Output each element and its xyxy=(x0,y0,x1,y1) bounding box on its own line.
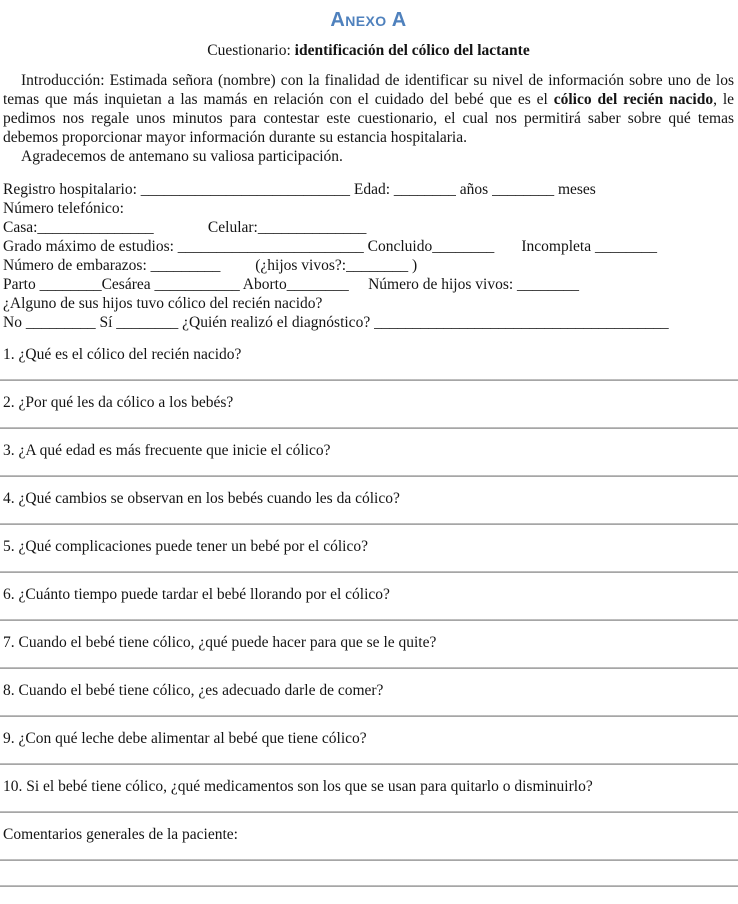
patient-data-form xyxy=(3,180,734,332)
question-text: 3. ¿A qué edad es más frecuente que inicie el cólico? xyxy=(3,442,331,459)
question-text: 6. ¿Cuánto tiempo puede tardar el bebé llorando por el cólico? xyxy=(3,586,390,603)
form-line-embarazos: Número de embarazos: _________ (¿hijos vivos?:________ ) xyxy=(3,257,418,274)
question-block-2 xyxy=(3,393,734,429)
question-block-9 xyxy=(3,729,734,765)
question-block-6 xyxy=(3,585,734,621)
answer-line xyxy=(0,885,738,887)
subtitle xyxy=(3,42,734,60)
question-text: 8. Cuando el bebé tiene cólico, ¿es adecuado darle de comer? xyxy=(3,682,384,699)
form-line-parto-cesarea-aborto: Parto ________Cesárea ___________ Aborto________ Número de hijos vivos: ________ xyxy=(3,276,580,293)
question-block-5 xyxy=(3,537,734,573)
questionnaire-page xyxy=(0,9,738,887)
answer-line xyxy=(0,571,738,573)
intro-text-end: , le pedimos nos regale unos minutos para contestar este cuestionario, el cual nos permitirá saber sobre qué temas debemos proporcionar mayor información durante su estancia hospitalaria. xyxy=(3,91,735,146)
subtitle-emphasis: identificación del cólico del lactante xyxy=(294,42,530,59)
question-block-8 xyxy=(3,681,734,717)
thanks-paragraph: Agradecemos de antemano su valiosa participación. xyxy=(21,148,343,165)
form-line-pregunta-colico-hijos: ¿Alguno de sus hijos tuvo cólico del recién nacido? xyxy=(3,295,323,312)
answer-line xyxy=(0,811,738,813)
answer-line xyxy=(0,379,738,381)
question-block-10 xyxy=(3,777,734,813)
question-block-7 xyxy=(3,633,734,669)
intro-text-start: Introducción: Estimada señora (nombre) con la finalidad de identificar su nivel de información sobre uno de los temas que más inquietan a las mamás en relación con el cuidado del bebé que es el xyxy=(3,72,734,108)
question-text: 10. Si el bebé tiene cólico, ¿qué medicamentos son los que se usan para quitarlo o disminuirlo? xyxy=(3,778,593,795)
answer-line xyxy=(0,763,738,765)
form-line-diagnostico: No _________ Sí ________ ¿Quién realizó el diagnóstico? ______________________________________ xyxy=(3,314,669,331)
answer-line xyxy=(0,859,738,861)
question-text: 7. Cuando el bebé tiene cólico, ¿qué puede hacer para que se le quite? xyxy=(3,634,437,651)
comments-label: Comentarios generales de la paciente: xyxy=(3,826,238,843)
question-block-1 xyxy=(3,345,734,381)
subtitle-prefix: Cuestionario: xyxy=(207,42,295,59)
form-line-estudios: Grado máximo de estudios: ________________________ Concluido________ Incompleta ________ xyxy=(3,238,657,255)
answer-line xyxy=(0,475,738,477)
question-text: 9. ¿Con qué leche debe alimentar al bebé que tiene cólico? xyxy=(3,730,367,747)
form-line-telefono: Número telefónico: xyxy=(3,200,124,217)
comments-block xyxy=(3,825,734,887)
answer-line xyxy=(0,427,738,429)
question-text: 5. ¿Qué complicaciones puede tener un bebé por el cólico? xyxy=(3,538,368,555)
answer-line xyxy=(0,523,738,525)
intro-text-bold: cólico del recién nacido xyxy=(553,91,714,108)
form-line-registro-edad: Registro hospitalario: ___________________________ Edad: ________ años ________ meses xyxy=(3,181,596,198)
question-text: 1. ¿Qué es el cólico del recién nacido? xyxy=(3,346,242,363)
question-block-3 xyxy=(3,441,734,477)
intro-paragraph xyxy=(3,71,734,147)
question-block-4 xyxy=(3,489,734,525)
form-line-casa-celular: Casa:_______________ Celular:______________ xyxy=(3,219,367,236)
answer-line xyxy=(0,619,738,621)
question-text: 2. ¿Por qué les da cólico a los bebés? xyxy=(3,394,234,411)
answer-line xyxy=(0,715,738,717)
question-text: 4. ¿Qué cambios se observan en los bebés cuando les da cólico? xyxy=(3,490,400,507)
answer-line xyxy=(0,667,738,669)
page-title: Anexo A xyxy=(330,9,407,31)
